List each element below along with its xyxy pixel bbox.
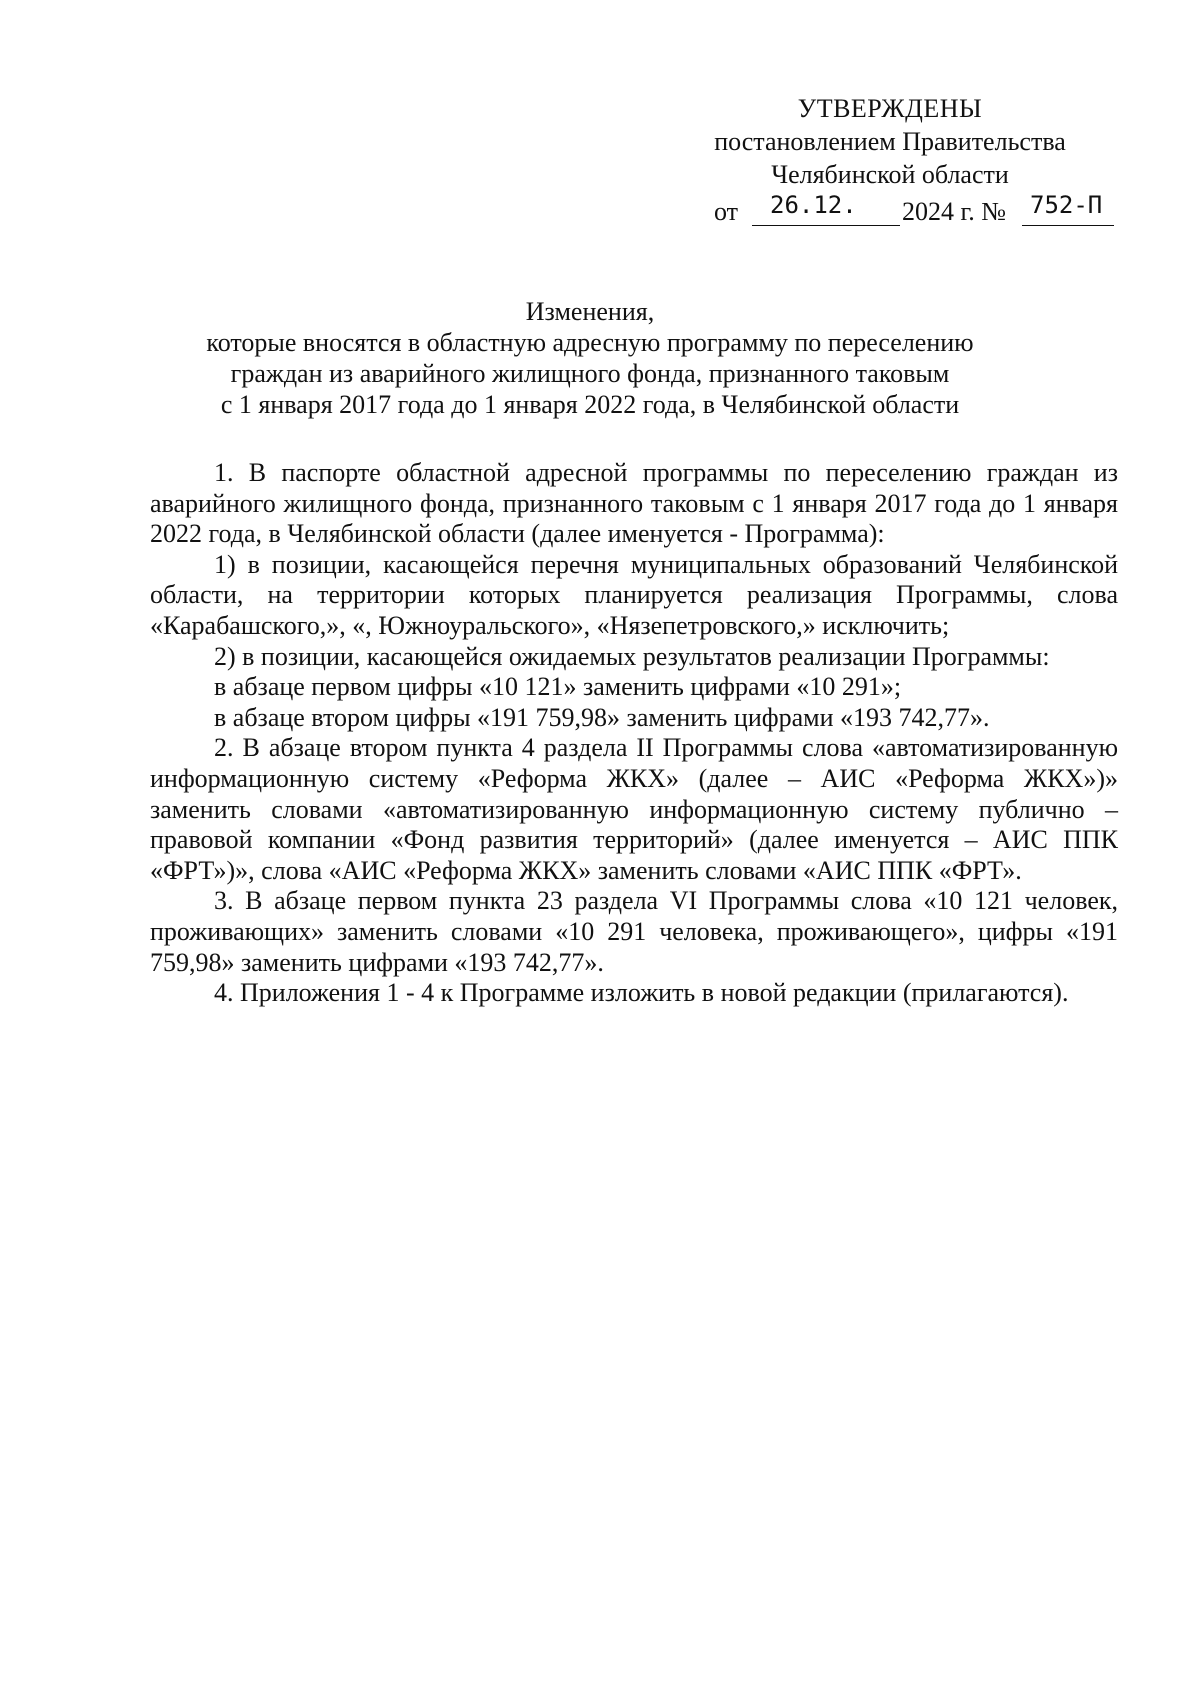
approval-line-1: постановлением Правительства xyxy=(714,127,1066,156)
paragraph-1: 1. В паспорте областной адресной программы по переселению граждан из аварийного жилищного фонда, признанного таковым с 1 января 2017 года до 1 января 2022 года, в Челябинской области (далее именуется - Программа): xyxy=(150,458,1118,549)
approval-stamp xyxy=(640,92,1140,231)
title-line-4: с 1 января 2017 года до 1 января 2022 года, в Челябинской области xyxy=(220,390,960,419)
title-line-2: которые вносятся в областную адресную программу по переселению xyxy=(206,328,974,357)
number-underline xyxy=(1022,225,1114,226)
paragraph-4: 4. Приложения 1 - 4 к Программе изложить в новой редакции (прилагаются). xyxy=(214,978,1069,1008)
paragraph-1-2-a: в абзаце первом цифры «10 121» заменить цифрами «10 291»; xyxy=(214,672,902,702)
paragraph-2: 2. В абзаце втором пункта 4 раздела II Программы слова «автоматизированную информационную систему «Реформа ЖКХ» (далее – АИС «Реформа ЖКХ»)» заменить словами «автоматизированную информационную систему публично – правовой компании «Фонд развития территорий» (далее именуется – АИС ППК «ФРТ»)», слова «АИС «Реформа ЖКХ» заменить словами «АИС ППК «ФРТ». xyxy=(150,733,1118,885)
approval-number: 752-П xyxy=(1030,191,1103,219)
approval-date-line xyxy=(640,191,1140,231)
paragraph-1-2-b: в абзаце втором цифры «191 759,98» заменить цифрами «193 742,77». xyxy=(214,702,990,732)
title-line-3: граждан из аварийного жилищного фонда, признанного таковым xyxy=(230,359,950,388)
approval-line-2: Челябинской области xyxy=(771,160,1009,189)
document-title xyxy=(150,296,1030,420)
document-body xyxy=(150,458,1118,1009)
approval-heading: УТВЕРЖДЕНЫ xyxy=(797,94,983,123)
title-line-1: Изменения, xyxy=(525,297,655,326)
year-number-prefix: 2024 г. № xyxy=(902,197,1007,226)
paragraph-1-2: 2) в позиции, касающейся ожидаемых результатов реализации Программы: xyxy=(214,641,1050,671)
paragraph-3: 3. В абзаце первом пункта 23 раздела VI Программы слова «10 121 человек, проживающих» заменить словами «10 291 человека, проживающего», цифры «191 759,98» заменить цифрами «193 742,77». xyxy=(150,886,1118,977)
date-underline xyxy=(752,225,900,226)
approval-date: 26.12. xyxy=(770,191,857,219)
paragraph-1-1: 1) в позиции, касающейся перечня муниципальных образований Челябинской области, на территории которых планируется реализация Программы, слова «Карабашского,», «, Южноуральского», «Нязепетровского,» исключить; xyxy=(150,549,1118,640)
date-prefix: от xyxy=(714,197,739,226)
